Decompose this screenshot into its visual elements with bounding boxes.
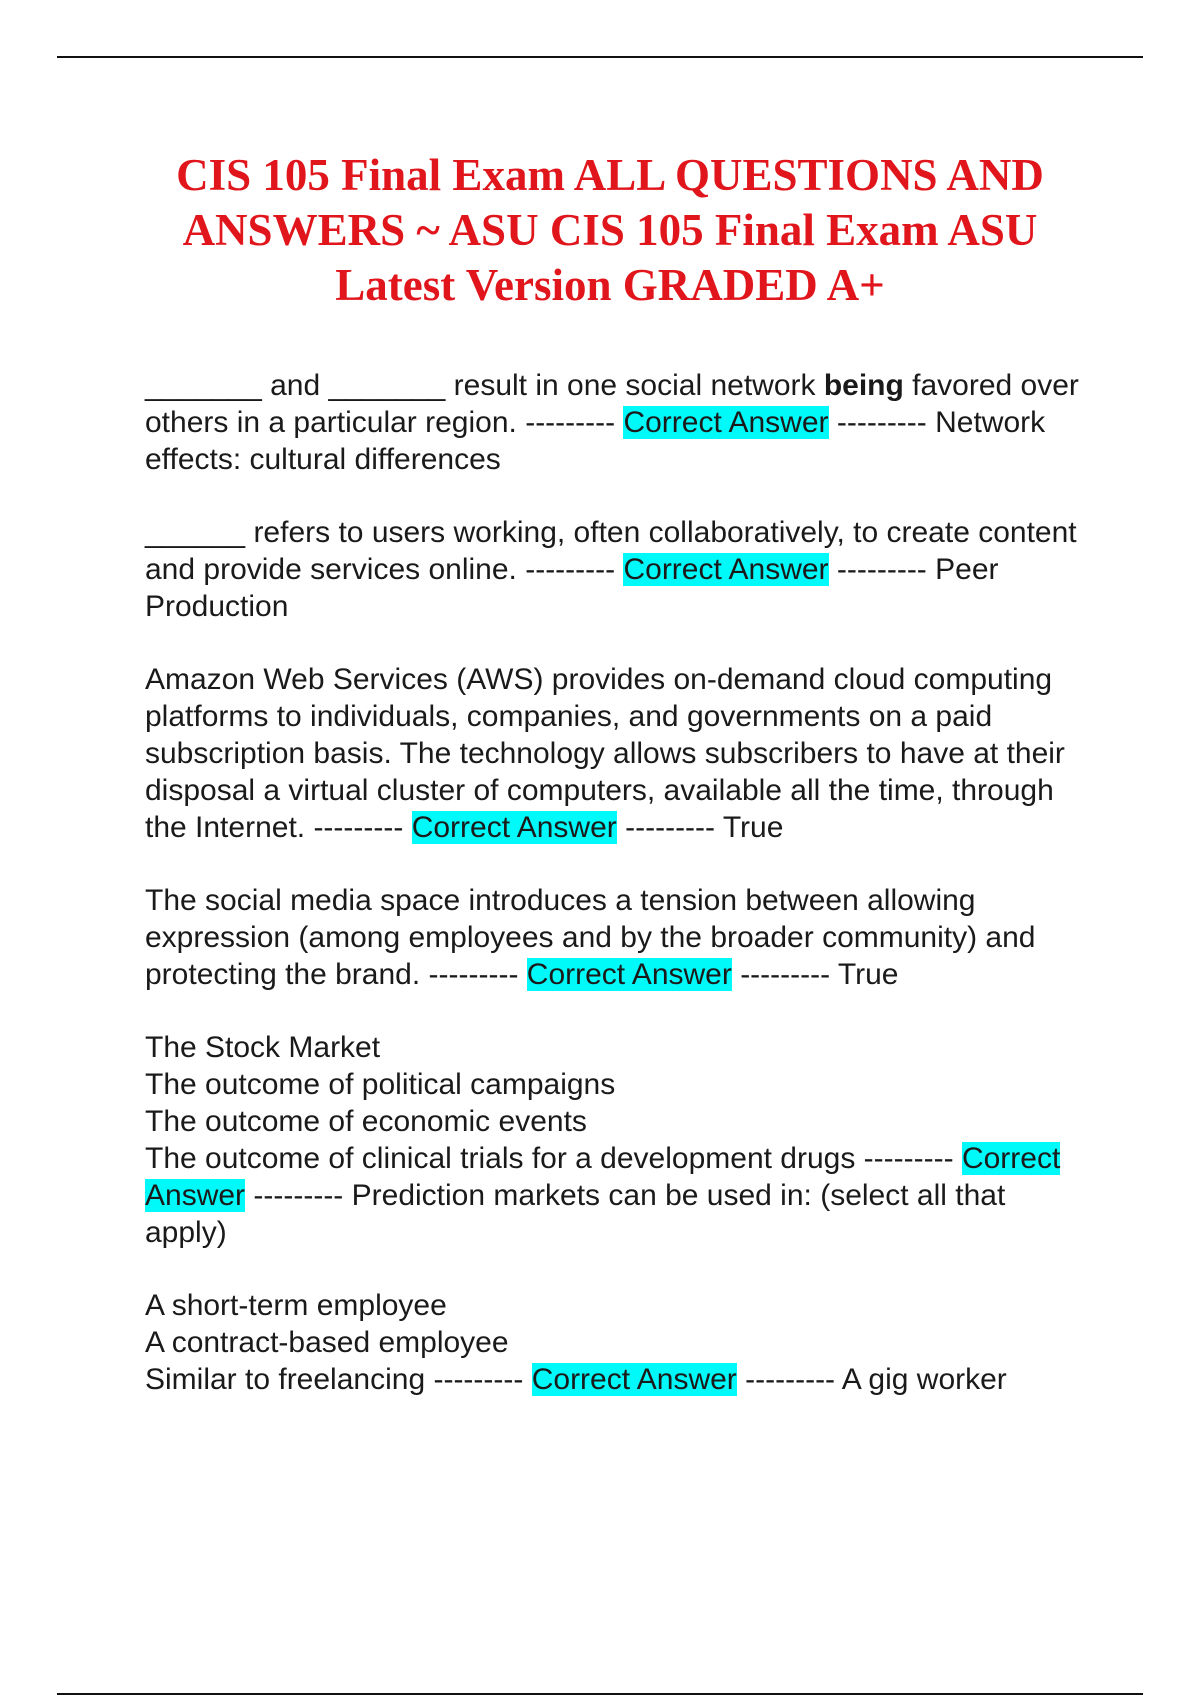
correct-answer-label: Correct Answer (526, 958, 732, 991)
document-title: CIS 105 Final Exam ALL QUESTIONS AND ANSWERS ~ ASU CIS 105 Final Exam ASU Latest Version GRADED A+ (176, 150, 1044, 310)
option-line: The outcome of political campaigns (145, 1068, 616, 1101)
answer-text: --------- A gig worker (736, 1363, 1007, 1396)
qa-item-1 (145, 367, 1095, 478)
correct-answer-label: Correct Answer (623, 553, 829, 586)
correct-answer-label: Correct Answer (623, 406, 829, 439)
question-text: favored over others in a particular region. --------- (145, 369, 1079, 439)
qa-item-2 (145, 514, 1095, 625)
question-text: _______ and _______ result in one social network (145, 369, 824, 402)
option-line: The Stock Market (145, 1031, 381, 1064)
correct-answer-label: Correct Answer (411, 811, 617, 844)
question-text: Amazon Web Services (AWS) provides on-demand cloud computing platforms to individuals, companies, and governments on a paid subscription basis. The technology allows subscribers to have at their disposal a virtual cluster of computers, available all the time, through the Internet. --------- (145, 663, 1065, 844)
answer-text: --------- Peer Production (145, 553, 999, 623)
question-text: ______ refers to users working, often collaboratively, to create content and provide services online. --------- (145, 516, 1077, 586)
qa-item-3 (145, 661, 1095, 846)
option-line: A contract-based employee (145, 1326, 509, 1359)
option-line: A short-term employee (145, 1289, 447, 1322)
answer-text: --------- True (616, 811, 784, 844)
answer-text: --------- True (731, 958, 899, 991)
question-text: Similar to freelancing --------- (145, 1363, 532, 1396)
option-line: The outcome of economic events (145, 1105, 587, 1138)
correct-answer-label: Correct Answer (145, 1142, 1061, 1212)
answer-text: --------- Prediction markets can be used in: (select all that apply) (145, 1179, 1006, 1249)
question-text: The social media space introduces a tension between allowing expression (among employees and by the broader community) and protecting the brand. --------- (145, 884, 1036, 991)
qa-item-4 (145, 882, 1095, 993)
correct-answer-label: Correct Answer (531, 1363, 737, 1396)
answer-text: --------- Network effects: cultural differences (145, 406, 1046, 476)
qa-item-5 (145, 1029, 1095, 1251)
top-rule (57, 56, 1143, 58)
qa-item-6 (145, 1287, 1095, 1398)
qa-content (145, 367, 1095, 1434)
bottom-rule (57, 1693, 1143, 1695)
question-bold-word: being (823, 369, 904, 402)
question-text: The outcome of clinical trials for a development drugs --------- (145, 1142, 962, 1175)
